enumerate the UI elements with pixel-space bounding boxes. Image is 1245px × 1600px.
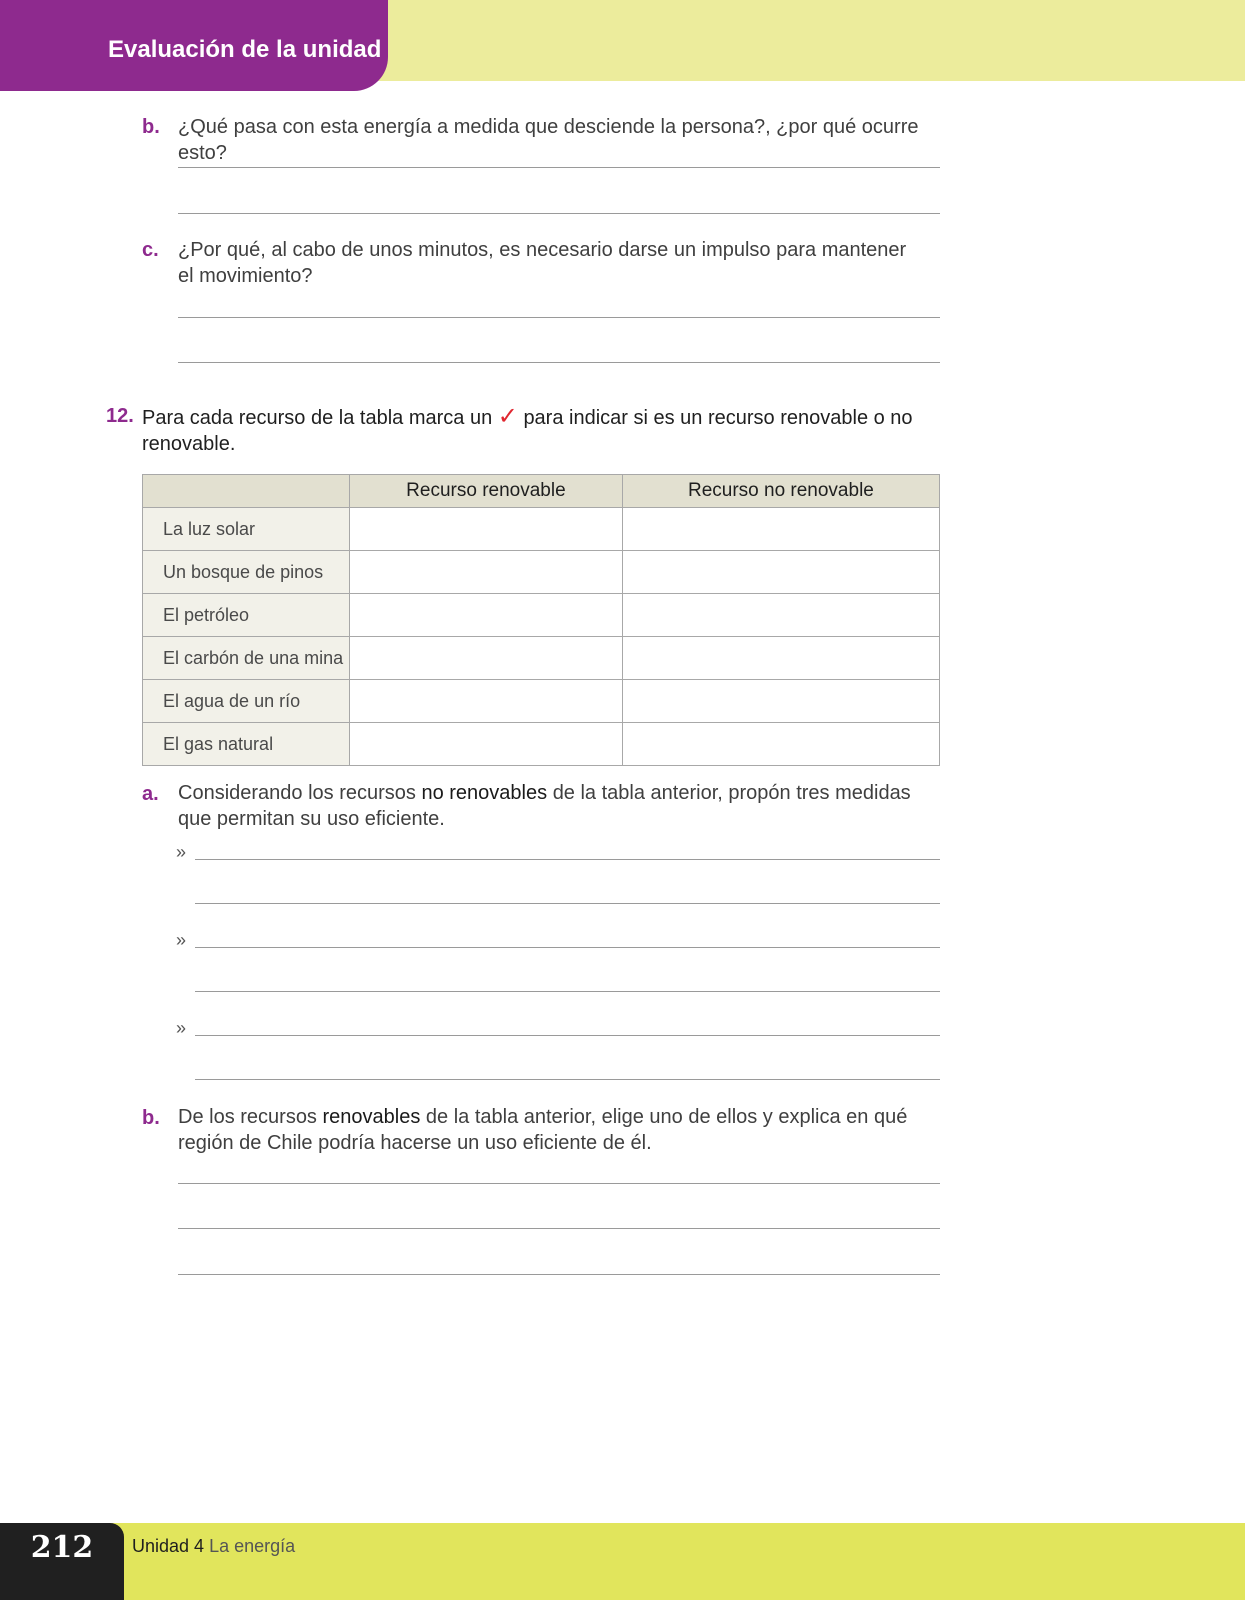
table-header-cell: [143, 475, 350, 508]
footer-topic: La energía: [209, 1536, 296, 1556]
answer-line[interactable]: [178, 213, 940, 214]
bullet-chevron-icon: »: [176, 930, 187, 950]
answer-line[interactable]: [195, 991, 940, 992]
check-mark-icon: ✓: [497, 403, 518, 430]
answer-line[interactable]: [195, 1035, 940, 1036]
row-label: El agua de un río: [143, 680, 350, 723]
table-row: [143, 551, 940, 594]
question-12a-text: [178, 780, 943, 832]
table-row: [143, 637, 940, 680]
question-12-text-before: Para cada recurso de la tabla marca un: [142, 407, 493, 429]
footer-band: [0, 1523, 1245, 1600]
question-12b-letter: b.: [142, 1107, 160, 1129]
footer-unit-label: Unidad 4: [132, 1536, 205, 1556]
question-b-text: ¿Qué pasa con esta energía a medida que desciende la persona?, ¿por qué ocurre esto?: [178, 116, 919, 164]
answer-line[interactable]: [195, 903, 940, 904]
question-12a-bold: no renovables: [421, 782, 548, 804]
renewable-cell[interactable]: [350, 594, 623, 637]
question-c-text: ¿Por qué, al cabo de unos minutos, es necesario darse un impulso para mantener el movimiento?: [178, 239, 907, 287]
nonrenewable-cell[interactable]: [622, 551, 939, 594]
question-12-text-after: para indicar si es un recurso renovable o no renovable.: [142, 407, 913, 455]
question-12a-text-after: de la tabla anterior, propón tres medidas que permitan su uso eficiente.: [178, 782, 911, 830]
answer-line[interactable]: [178, 1183, 940, 1184]
footer-unit: [132, 1536, 295, 1557]
nonrenewable-cell[interactable]: [622, 594, 939, 637]
answer-line[interactable]: [178, 1228, 940, 1229]
table-row: [143, 680, 940, 723]
question-12b-text-after: de la tabla anterior, elige uno de ellos y explica en qué región de Chile podría hacerse un uso eficiente de él.: [178, 1106, 908, 1154]
answer-line[interactable]: [178, 1274, 940, 1275]
renewable-cell[interactable]: [350, 637, 623, 680]
answer-line[interactable]: [195, 1079, 940, 1080]
answer-line[interactable]: [178, 317, 940, 318]
page-title: Evaluación de la unidad: [108, 36, 382, 63]
question-12a-letter: a.: [142, 783, 159, 805]
table-header-row: [143, 475, 940, 508]
answer-line[interactable]: [178, 167, 940, 168]
row-label: El petróleo: [143, 594, 350, 637]
table-header-renewable: Recurso renovable: [350, 475, 623, 508]
page-number: 212: [30, 1530, 94, 1565]
question-12b-bold: renovables: [322, 1106, 421, 1128]
renewable-cell[interactable]: [350, 723, 623, 766]
table-row: [143, 508, 940, 551]
table-header-nonrenewable: Recurso no renovable: [622, 475, 939, 508]
nonrenewable-cell[interactable]: [622, 680, 939, 723]
table-row: [143, 594, 940, 637]
question-12b-text: [178, 1104, 923, 1156]
nonrenewable-cell[interactable]: [622, 723, 939, 766]
renewable-cell[interactable]: [350, 551, 623, 594]
row-label: Un bosque de pinos: [143, 551, 350, 594]
nonrenewable-cell[interactable]: [622, 637, 939, 680]
answer-line[interactable]: [195, 859, 940, 860]
question-12a-text-before: Considerando los recursos: [178, 782, 416, 804]
renewable-cell[interactable]: [350, 508, 623, 551]
answer-line[interactable]: [178, 362, 940, 363]
bullet-chevron-icon: »: [176, 1018, 187, 1038]
renewable-cell[interactable]: [350, 680, 623, 723]
answer-line[interactable]: [195, 947, 940, 948]
bullet-chevron-icon: »: [176, 842, 187, 862]
question-b-letter: b.: [142, 116, 160, 138]
row-label: El carbón de una mina: [143, 637, 350, 680]
row-label: El gas natural: [143, 723, 350, 766]
row-label: La luz solar: [143, 508, 350, 551]
nonrenewable-cell[interactable]: [622, 508, 939, 551]
question-12b-text-before: De los recursos: [178, 1106, 317, 1128]
question-12-text: [142, 404, 942, 457]
question-c-letter: c.: [142, 239, 159, 261]
resources-table: [142, 474, 940, 766]
question-12-number: 12.: [106, 405, 134, 427]
table-row: [143, 723, 940, 766]
